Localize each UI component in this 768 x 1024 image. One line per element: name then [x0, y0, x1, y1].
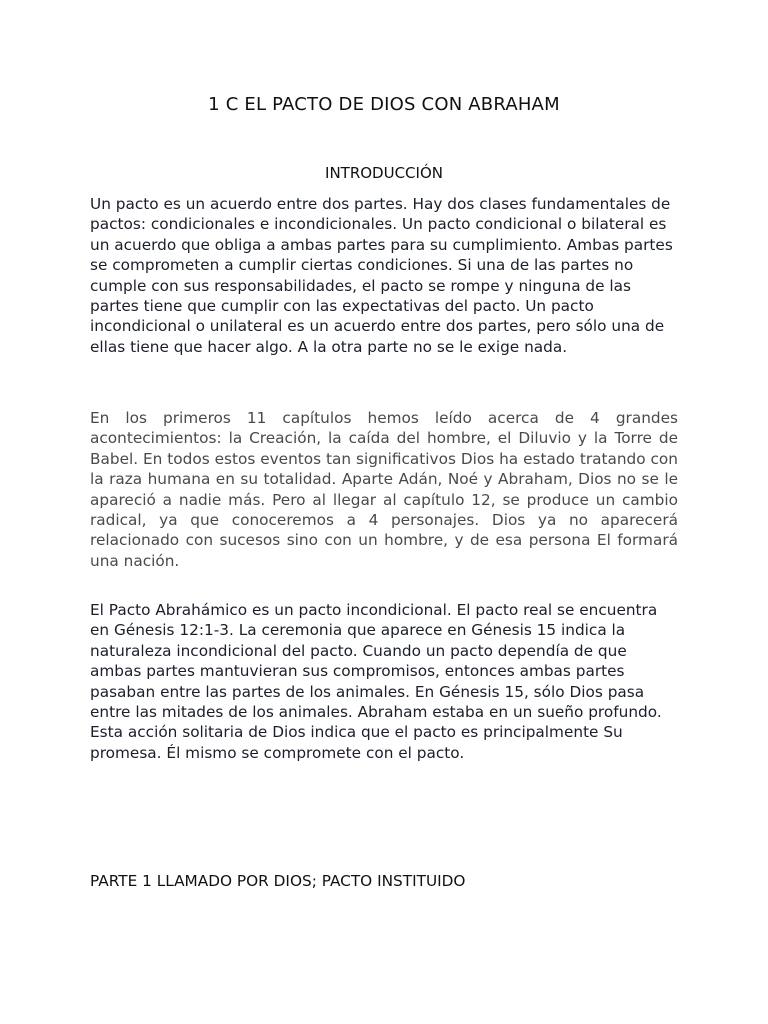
section-subtitle: INTRODUCCIÓN: [325, 164, 443, 182]
section-heading: PARTE 1 LLAMADO POR DIOS; PACTO INSTITUIDO: [90, 872, 466, 890]
paragraph-chapters: En los primeros 11 capítulos hemos leído acerca de 4 grandes acontecimientos: la Creación, la caída del hombre, el Diluvio y la Torre de Babel. En todos estos eventos tan significativos Dios ha estado tratando con la raza humana en su totalidad. Aparte Adán, Noé y Abraham, Dios no se le apareció a nadie más. Pero al llegar al capítulo 12, se produce un cambio radical, ya que conoceremos a 4 personajes. Dios ya no aparecerá relacionado con sucesos sino con un hombre, y de esa persona El formará una nación.: [90, 409, 678, 570]
paragraph-intro: Un pacto es un acuerdo entre dos partes. Hay dos clases fundamentales de pactos: condicionales e incondicionales. Un pacto condicional o bilateral es un acuerdo que obliga a ambas partes para su cumplimiento. Ambas partes se comprometen a cumplir ciertas condiciones. Si una de las partes no cumple con sus responsabilidades, el pacto se rompe y ninguna de las partes tiene que cumplir con las expectativas del pacto. Un pacto incondicional o unilateral es un acuerdo entre dos partes, pero sólo una de ellas tiene que hacer algo. A la otra parte no se le exige nada.: [90, 195, 673, 356]
paragraph-abrahamic-pact: El Pacto Abrahámico es un pacto incondicional. El pacto real se encuentra en Génesis 12:1-3. La ceremonia que aparece en Génesis 15 indica la naturaleza incondicional del pacto. Cuando un pacto dependía de que ambas partes mantuvieran sus compromisos, entonces ambas partes pasaban entre las partes de los animales. En Génesis 15, sólo Dios pasa entre las mitades de los animales. Abraham estaba en un sueño profundo. Esta acción solitaria de Dios indica que el pacto es principalmente Su promesa. Él mismo se compromete con el pacto.: [90, 601, 662, 762]
page-title: 1 C EL PACTO DE DIOS CON ABRAHAM: [208, 94, 560, 115]
